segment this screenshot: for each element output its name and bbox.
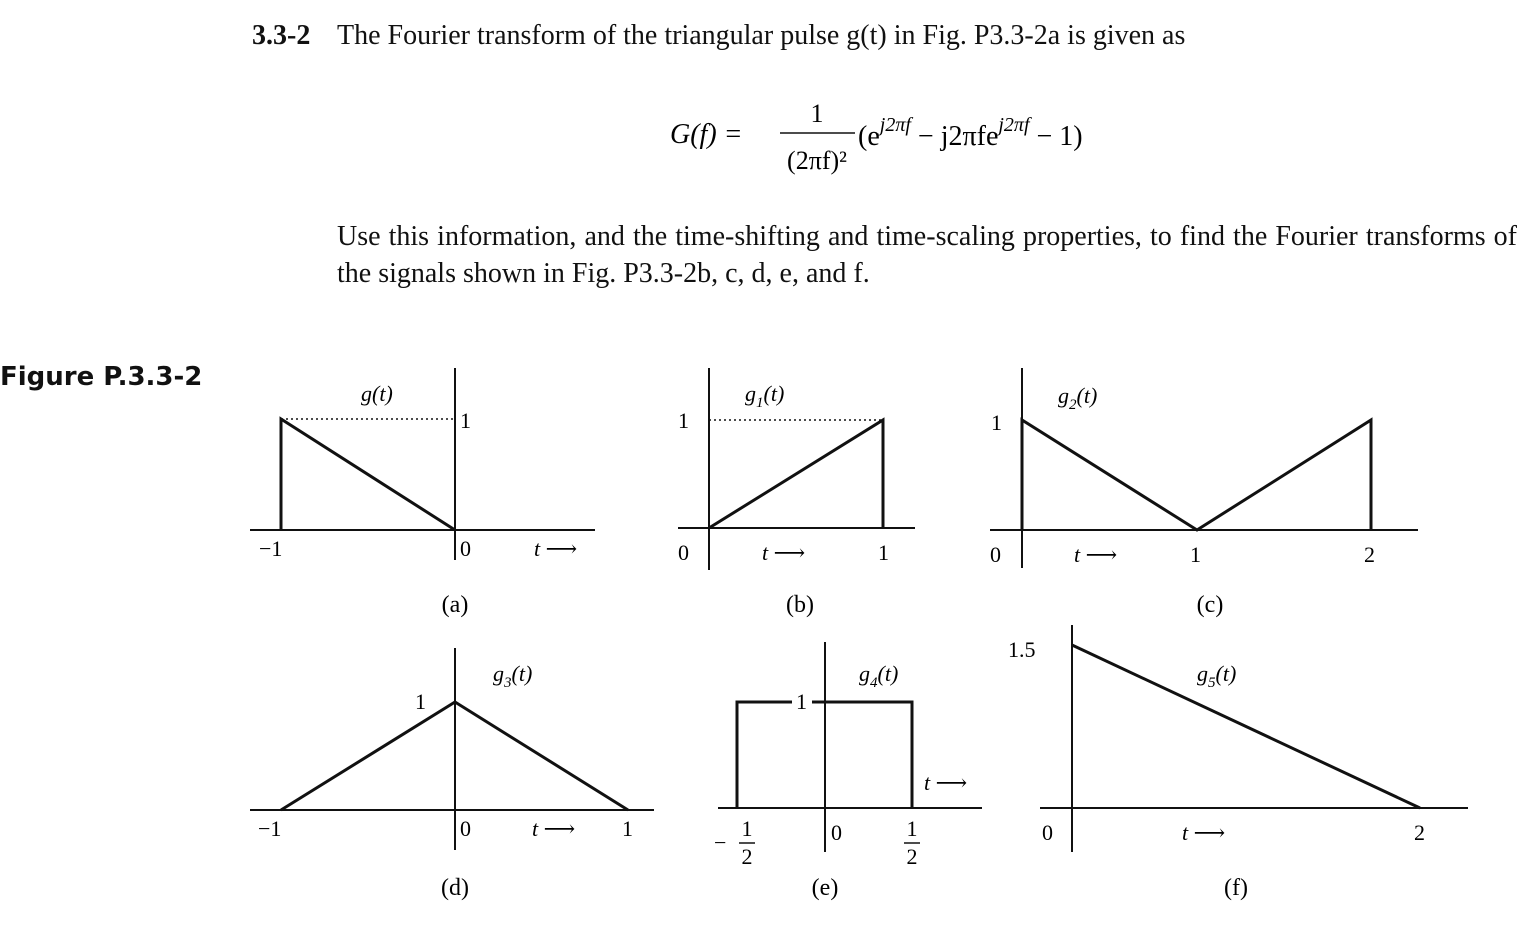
panel-caption: (e)	[811, 875, 839, 901]
panel-caption: (a)	[441, 592, 469, 618]
equation-lhs: G(f) =	[670, 119, 743, 150]
signal-label: $g_1(t)$	[745, 381, 785, 411]
tick-label: 1	[460, 408, 471, 433]
tick-label: 0	[678, 540, 689, 565]
tick-label: 2	[1364, 542, 1375, 567]
tick-label: 0	[1042, 820, 1053, 845]
tick-label: 1	[796, 689, 807, 714]
tick-label: −	[714, 830, 727, 855]
panel-caption: (c)	[1196, 592, 1224, 618]
problem-number: 3.3-2	[252, 20, 311, 51]
tick-label: 0	[460, 536, 471, 561]
tick-label: 1.5	[1008, 637, 1036, 662]
tick-label: 1	[991, 410, 1002, 435]
signal-curve	[709, 420, 883, 528]
tick-label: 0	[990, 542, 1001, 567]
signal-curve-left	[737, 702, 792, 808]
tick-label: 1	[1190, 542, 1201, 567]
tick-label: 2	[906, 844, 918, 869]
tick-label: 0	[831, 820, 842, 845]
panel-a	[250, 368, 595, 618]
panel-c	[990, 368, 1418, 618]
panel-f	[1008, 625, 1468, 901]
signal-label: $g_3(t)$	[493, 661, 533, 691]
tick-label: −1	[259, 536, 283, 561]
signal-curve	[1072, 645, 1420, 808]
axis-label: t ⟶	[1074, 542, 1118, 567]
equation-denominator: (2πf)²	[787, 146, 847, 175]
signal-label: g(t)	[361, 381, 393, 406]
panel-caption: (b)	[786, 592, 814, 618]
signal-curve	[1022, 420, 1371, 530]
tick-label: −1	[258, 816, 282, 841]
panel-d	[250, 648, 654, 901]
panel-caption: (d)	[441, 875, 469, 901]
tick-label: 2	[741, 844, 753, 869]
signal-curve	[281, 419, 455, 530]
panel-b	[678, 368, 915, 618]
axis-label: t ⟶	[924, 770, 968, 795]
panel-caption: (f)	[1224, 875, 1248, 901]
tick-label: 1	[622, 816, 633, 841]
tick-label: 1	[678, 408, 689, 433]
tick-label: 1	[415, 689, 426, 714]
problem-statement: The Fourier transform of the triangular pulse g(t) in Fig. P3.3-2a is given as	[337, 20, 1186, 51]
tick-label: 1	[906, 816, 918, 841]
tick-label: 0	[460, 816, 471, 841]
signal-label: $g_5(t)$	[1197, 661, 1237, 691]
signal-curve-right	[812, 702, 912, 808]
tick-label: 1	[741, 816, 753, 841]
instruction-text: Use this information, and the time-shifting and time-scaling properties, to find the Fourier transforms of the signals shown in Fig. P3.3-2b, c, d, e, and f.	[337, 221, 1517, 289]
axis-label: t ⟶	[762, 540, 806, 565]
equation-numerator: 1	[810, 99, 824, 128]
axis-label: t ⟶	[532, 816, 576, 841]
signal-label: $g_4(t)$	[859, 661, 899, 691]
axis-label: t ⟶	[534, 536, 578, 561]
panel-e	[714, 642, 982, 901]
signal-label: $g_2(t)$	[1058, 383, 1098, 413]
tick-label: 1	[878, 540, 889, 565]
equation-rhs: $(e^{j2\pi f} - j2\pi fe^{j2\pi f} - 1)$	[858, 114, 1083, 152]
figure-label: Figure P.3.3-2	[0, 362, 203, 392]
axis-label: t ⟶	[1182, 820, 1226, 845]
tick-label: 2	[1414, 820, 1425, 845]
